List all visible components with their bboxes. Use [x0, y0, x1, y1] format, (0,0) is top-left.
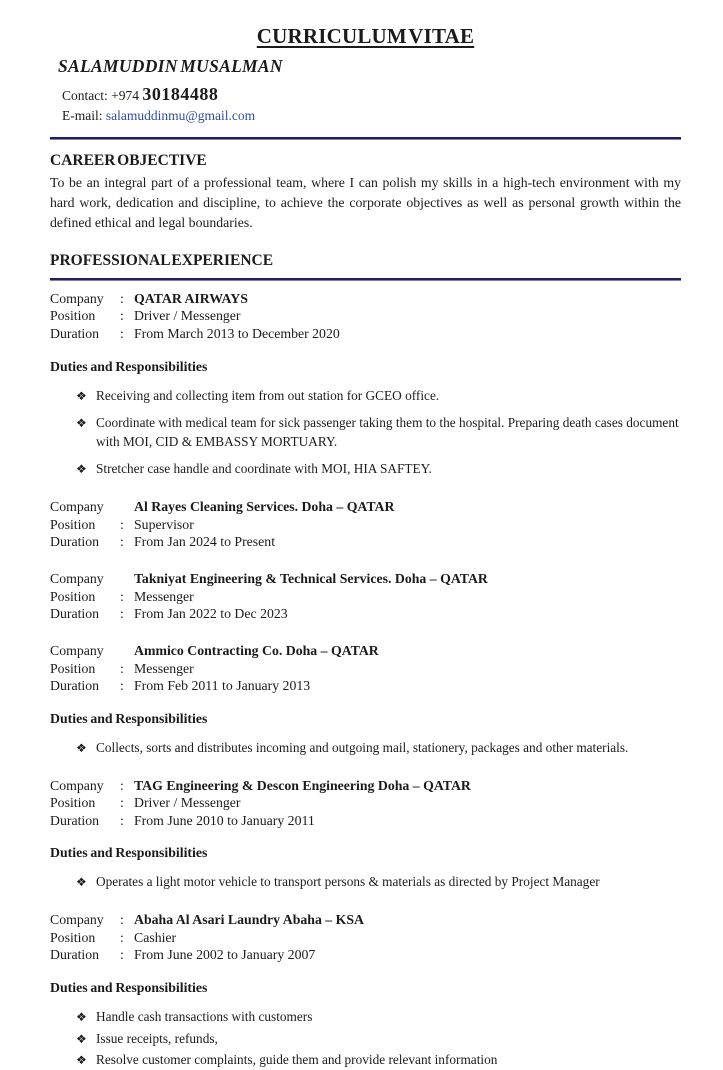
- duration-label: Duration: [50, 606, 100, 622]
- duty-item: [76, 739, 681, 758]
- duties-list: [50, 739, 681, 758]
- company-label: Company: [50, 498, 104, 514]
- separator: [120, 642, 134, 660]
- duration-value: From Jan 2024 to Present: [134, 534, 276, 550]
- person-name: SALAMUDDIN MUSALMAN: [58, 56, 283, 76]
- diamond-bullet-icon: ❖: [76, 875, 87, 890]
- duration-label: Duration: [50, 947, 100, 963]
- company-label: Company: [50, 912, 104, 928]
- duties-list: [50, 387, 681, 479]
- duty-text: Receiving and collecting item from out station for GCEO office.: [96, 387, 440, 403]
- career-objective-heading: CAREER OBJECTIVE: [50, 152, 207, 169]
- duties-list: [50, 1008, 681, 1070]
- diamond-bullet-icon: ❖: [76, 1053, 87, 1068]
- job-block-ammico: [50, 642, 681, 758]
- duration-row: [50, 946, 681, 964]
- company-row: [50, 498, 681, 516]
- duty-text: Collects, sorts and distributes incoming and outgoing mail, stationery, packages and other materials.: [96, 739, 629, 755]
- separator: [120, 498, 134, 516]
- position-row: [50, 794, 681, 812]
- position-value: Supervisor: [134, 516, 194, 532]
- duty-item: [76, 414, 681, 451]
- job-block-al-rayes: [50, 498, 681, 551]
- position-row: [50, 307, 681, 325]
- duty-item: [76, 387, 681, 406]
- position-value: Driver / Messenger: [134, 795, 241, 811]
- company-row: [50, 777, 681, 795]
- company-value: Ammico Contracting Co. Doha – QATAR: [134, 642, 379, 658]
- separator: [120, 570, 134, 588]
- separator: :: [120, 947, 124, 963]
- horizontal-rule: [50, 137, 681, 140]
- diamond-bullet-icon: ❖: [76, 416, 87, 431]
- separator: :: [120, 325, 124, 341]
- duration-value: From March 2013 to December 2020: [134, 325, 340, 341]
- position-value: Messenger: [134, 660, 194, 676]
- duty-text: Operates a light motor vehicle to transport persons & materials as directed by Project Manager: [96, 874, 600, 890]
- company-label: Company: [50, 642, 104, 658]
- duration-row: [50, 325, 681, 343]
- separator: :: [120, 516, 124, 532]
- diamond-bullet-icon: ❖: [76, 1031, 87, 1046]
- duty-text: Coordinate with medical team for sick passenger taking them to the hospital. Preparing death cases document with MOI, CID & EMBASSY MORTUARY.: [96, 415, 679, 449]
- position-label: Position: [50, 795, 96, 811]
- duty-item: [76, 1051, 681, 1070]
- duration-label: Duration: [50, 812, 100, 828]
- separator: :: [120, 777, 124, 793]
- job-block-abaha: [50, 911, 681, 1070]
- contact-line: [62, 84, 681, 105]
- duration-label: Duration: [50, 325, 100, 341]
- separator: :: [120, 678, 124, 694]
- duties-heading: Duties and Responsibilities: [50, 710, 208, 726]
- diamond-bullet-icon: ❖: [76, 388, 87, 403]
- duty-item: [76, 873, 681, 892]
- duties-list: [50, 873, 681, 892]
- document-title: [50, 24, 681, 49]
- separator: :: [120, 588, 124, 604]
- duty-item: [76, 1030, 681, 1049]
- separator: :: [120, 290, 124, 306]
- diamond-bullet-icon: ❖: [76, 740, 87, 755]
- duty-item: [76, 460, 681, 479]
- career-objective-text: To be an integral part of a professional team, where I can polish my skills in a high-tech environment with my hard work, dedication and discipline, to achieve the corporate objectives as well as personal growth within the defined ethical and legal boundaries.: [50, 175, 681, 230]
- job-block-tag-descon: [50, 777, 681, 893]
- duration-label: Duration: [50, 534, 100, 550]
- diamond-bullet-icon: ❖: [76, 462, 87, 477]
- email-link[interactable]: salamuddinmu@gmail.com: [105, 108, 256, 123]
- separator: :: [120, 929, 124, 945]
- separator: :: [120, 912, 124, 928]
- contact-number: 30184488: [142, 84, 219, 104]
- position-row: [50, 588, 681, 606]
- horizontal-rule: [50, 278, 681, 281]
- duration-value: From Feb 2011 to January 2013: [134, 678, 311, 694]
- duration-row: [50, 605, 681, 623]
- position-row: [50, 660, 681, 678]
- company-value: Al Rayes Cleaning Services. Doha – QATAR: [134, 498, 395, 514]
- position-label: Position: [50, 308, 96, 324]
- duration-row: [50, 812, 681, 830]
- email-label: E-mail:: [62, 108, 103, 123]
- duration-label: Duration: [50, 678, 100, 694]
- separator: :: [120, 660, 124, 676]
- separator: :: [120, 606, 124, 622]
- duty-text: Handle cash transactions with customers: [96, 1009, 313, 1025]
- separator: :: [120, 795, 124, 811]
- position-value: Driver / Messenger: [134, 308, 241, 324]
- job-block-takniyat: [50, 570, 681, 623]
- job-block-qatar-airways: [50, 290, 681, 479]
- position-label: Position: [50, 660, 96, 676]
- duty-text: Issue receipts, refunds,: [96, 1030, 218, 1046]
- separator: :: [120, 534, 124, 550]
- position-value: Cashier: [134, 929, 177, 945]
- contact-prefix: +974: [111, 88, 139, 103]
- duties-heading: Duties and Responsibilities: [50, 845, 208, 861]
- company-label: Company: [50, 777, 104, 793]
- company-label: Company: [50, 570, 104, 586]
- diamond-bullet-icon: ❖: [76, 1010, 87, 1025]
- duration-row: [50, 533, 681, 551]
- company-row: [50, 911, 681, 929]
- duration-row: [50, 677, 681, 695]
- duties-heading: Duties and Responsibilities: [50, 358, 208, 374]
- separator: :: [120, 308, 124, 324]
- position-value: Messenger: [134, 588, 194, 604]
- company-row: [50, 570, 681, 588]
- duration-value: From June 2002 to January 2007: [134, 947, 316, 963]
- email-line: [62, 108, 681, 124]
- document-title-text: CURRICULUM VITAE: [256, 24, 475, 48]
- separator: :: [120, 812, 124, 828]
- duty-text: Resolve customer complaints, guide them and provide relevant information: [96, 1052, 498, 1068]
- position-label: Position: [50, 929, 96, 945]
- professional-experience-heading: PROFESSIONAL EXPERIENCE: [50, 251, 274, 269]
- position-row: [50, 929, 681, 947]
- company-value: TAG Engineering & Descon Engineering Doha – QATAR: [134, 777, 471, 793]
- position-label: Position: [50, 588, 96, 604]
- position-row: [50, 516, 681, 534]
- company-value: Abaha Al Asari Laundry Abaha – KSA: [134, 912, 365, 928]
- company-row: [50, 290, 681, 308]
- duration-value: From June 2010 to January 2011: [134, 812, 315, 828]
- company-label: Company: [50, 290, 104, 306]
- duration-value: From Jan 2022 to Dec 2023: [134, 606, 288, 622]
- company-row: [50, 642, 681, 660]
- duties-heading: Duties and Responsibilities: [50, 980, 208, 996]
- contact-label: Contact:: [62, 88, 108, 103]
- duty-text: Stretcher case handle and coordinate with MOI, HIA SAFTEY.: [96, 461, 432, 477]
- company-value: QATAR AIRWAYS: [134, 290, 248, 306]
- company-value: Takniyat Engineering & Technical Services. Doha – QATAR: [134, 570, 488, 586]
- position-label: Position: [50, 516, 96, 532]
